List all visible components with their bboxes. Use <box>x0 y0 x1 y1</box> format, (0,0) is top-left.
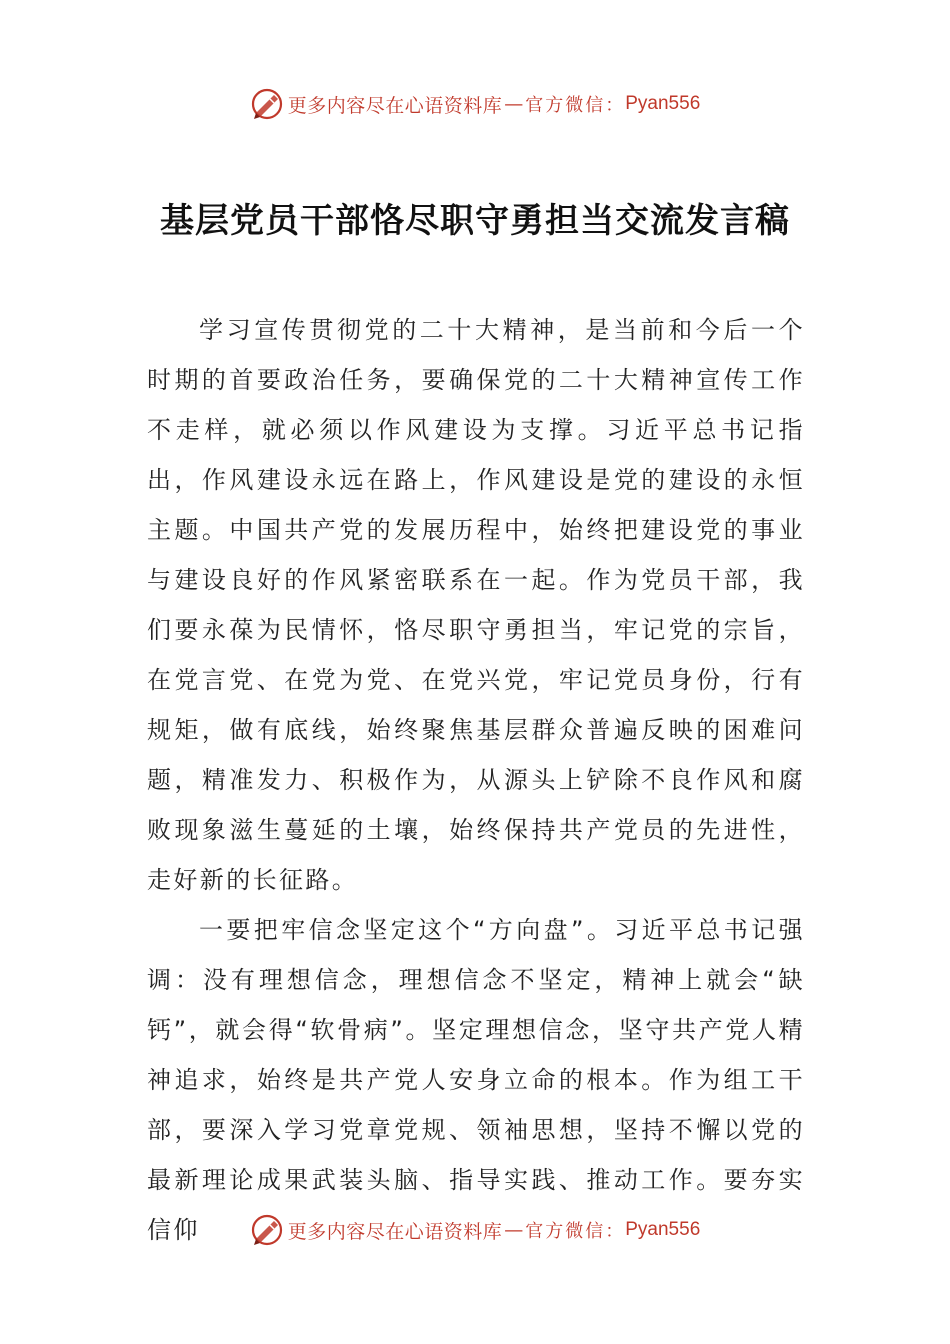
pen-circle-logo-icon <box>250 1213 284 1247</box>
paragraph: 一要把牢信念坚定这个“方向盘”。习近平总书记强调：没有理想信念，理想信念不坚定，精神上就会“缺钙”，就会得“软骨病”。坚定理想信念，坚守共产党人精神追求，始终是共产党人安身立命的根本。作为组工干部，要深入学习党章党规、领袖思想，坚持不懈以党的最新理论成果武装头脑、指导实践、推动工作。要夯实信仰 <box>147 916 805 1244</box>
paragraph: 学习宣传贯彻党的二十大精神，是当前和今后一个时期的首要政治任务，要确保党的二十大精神宣传工作不走样，就必须以作风建设为支撑。习近平总书记指出，作风建设永远在路上，作风建设是党的建设的永恒主题。中国共产党的发展历程中，始终把建设党的事业与建设良好的作风紧密联系在一起。作为党员干部，我们要永葆为民情怀，恪尽职守勇担当，牢记党的宗旨，在党言党、在党为党、在党兴党，牢记党员身份，行有规矩，做有底线，始终聚焦基层群众普遍反映的困难问题，精准发力、积极作为，从源头上铲除不良作风和腐败现象滋生蔓延的土壤，始终保持共产党员的先进性，走好新的长征路。 <box>147 316 805 894</box>
watermark-text: 更多内容尽在心语资料库 <box>287 1220 503 1243</box>
wechat-label: 官方微信： <box>525 1221 626 1242</box>
document-body <box>147 305 805 1255</box>
wechat-id: Pyan556 <box>625 93 701 114</box>
watermark-separator: — <box>504 93 524 115</box>
pen-circle-logo-icon <box>250 87 284 121</box>
document-title: 基层党员干部恪尽职守勇担当交流发言稿 <box>160 200 790 241</box>
watermark-text: 更多内容尽在心语资料库 <box>287 94 503 117</box>
watermark-separator: — <box>504 1219 524 1241</box>
wechat-id: Pyan556 <box>625 1219 701 1240</box>
header-watermark <box>0 84 950 124</box>
footer-watermark <box>0 1210 950 1250</box>
wechat-label: 官方微信： <box>525 95 626 116</box>
